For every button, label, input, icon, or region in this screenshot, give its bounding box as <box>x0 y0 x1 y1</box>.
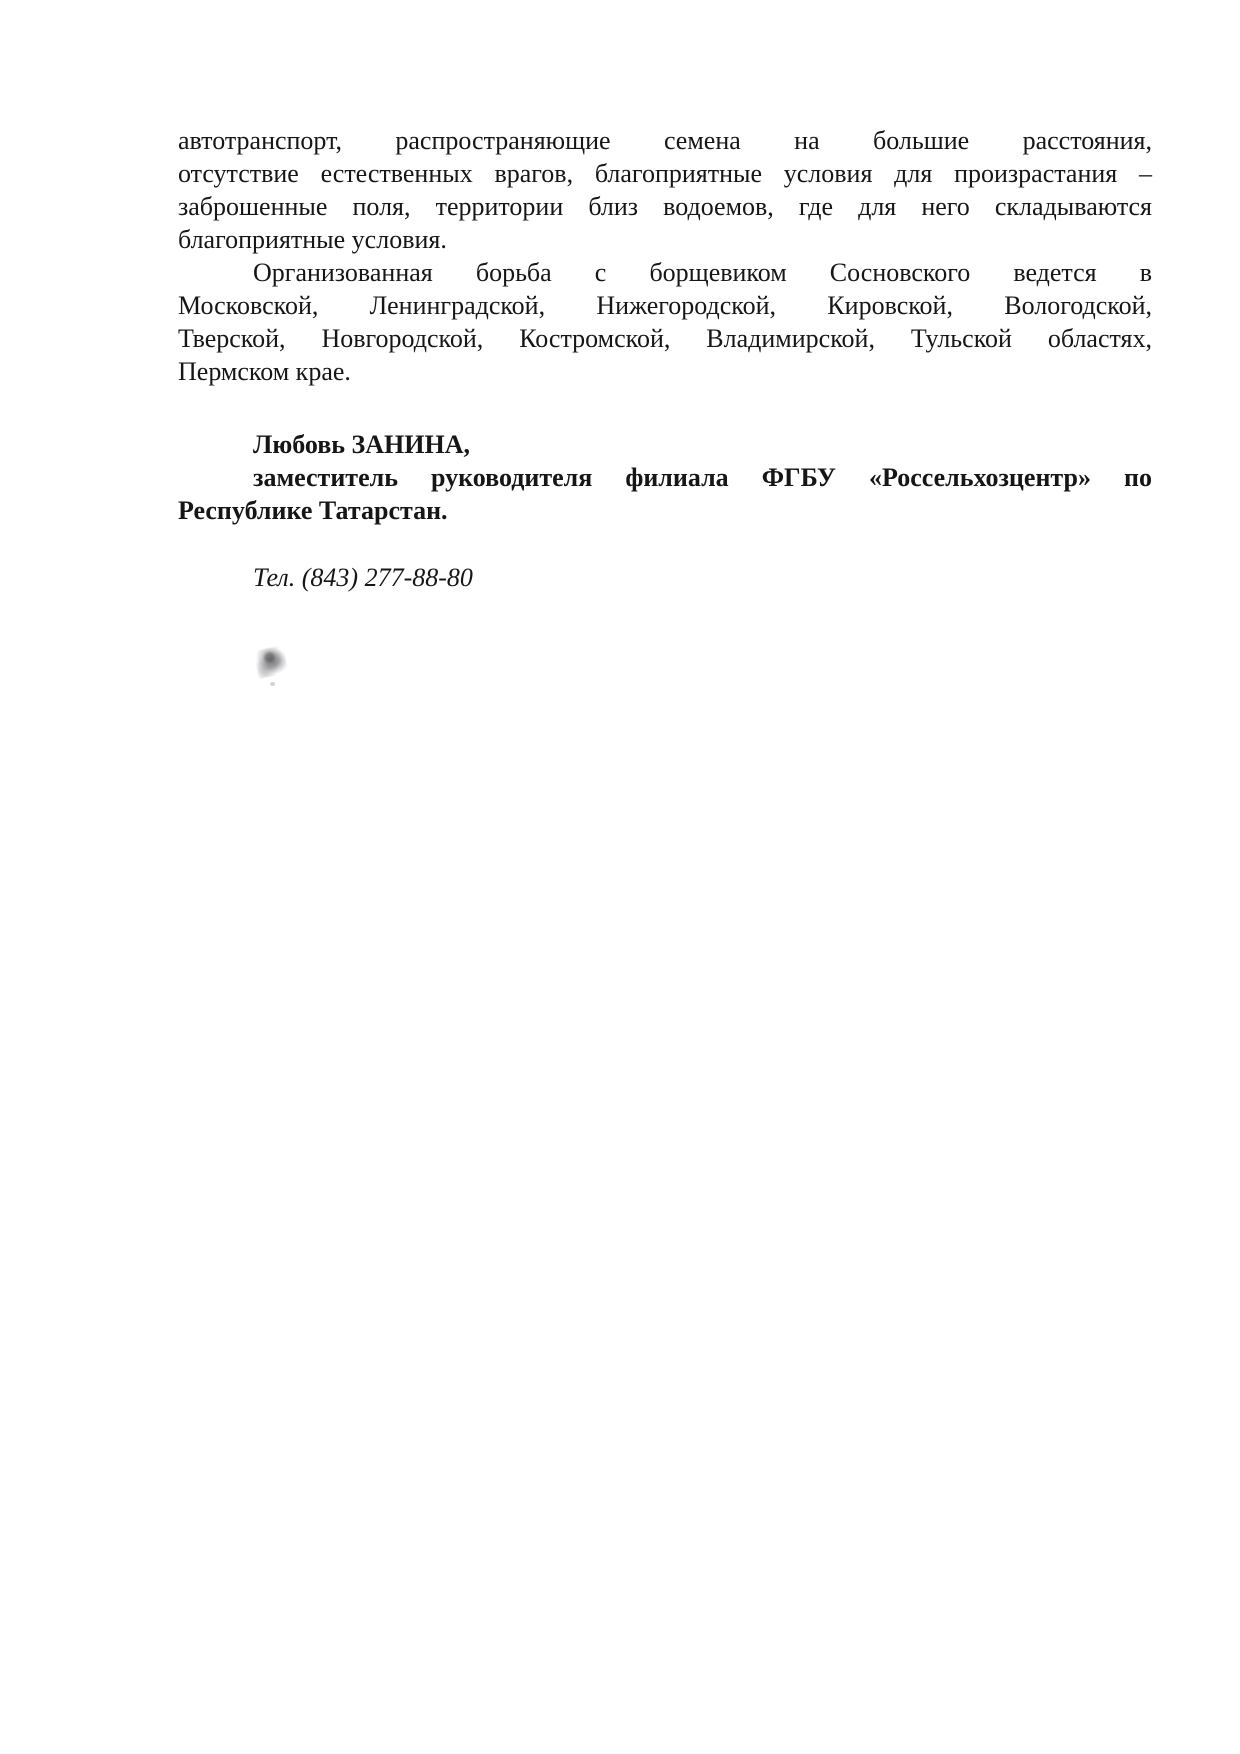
signature-title-line-2: Республике Татарстан. <box>178 496 448 525</box>
paragraph-1 <box>178 124 1152 256</box>
paragraph-2-line-2: Московской, Ленинградской, Нижегородской, Кировской, Вологодской, <box>178 291 1152 320</box>
ink-smudge-artifact <box>253 645 288 679</box>
paragraph-1-line-1: автотранспорт, распространяющие семена на большие расстояния, <box>178 126 1152 155</box>
signature-block <box>178 428 1152 527</box>
paragraph-2-line-1: Организованная борьба с борщевиком Сосновского ведется в <box>253 258 1152 287</box>
document-text-block <box>178 124 1152 594</box>
paragraph-1-line-2: отсутствие естественных врагов, благоприятные условия для произрастания – <box>178 159 1152 188</box>
signature-title-line-1: заместитель руководителя филиала ФГБУ «Россельхозцентр» по <box>253 463 1152 492</box>
paragraph-2-line-4: Пермском крае. <box>178 357 351 386</box>
paragraph-1-line-3: заброшенные поля, территории близ водоемов, где для него складываются <box>178 192 1152 221</box>
paragraph-2-line-3: Тверской, Новгородской, Костромской, Владимирской, Тульской областях, <box>178 324 1152 353</box>
ink-speck-artifact <box>270 682 275 686</box>
phone-block <box>178 561 1152 594</box>
phone-number: Тел. (843) 277-88-80 <box>253 563 473 592</box>
signature-name: Любовь ЗАНИНА, <box>253 430 470 459</box>
paragraph-2 <box>178 256 1152 388</box>
paragraph-1-line-4: благоприятные условия. <box>178 225 447 254</box>
